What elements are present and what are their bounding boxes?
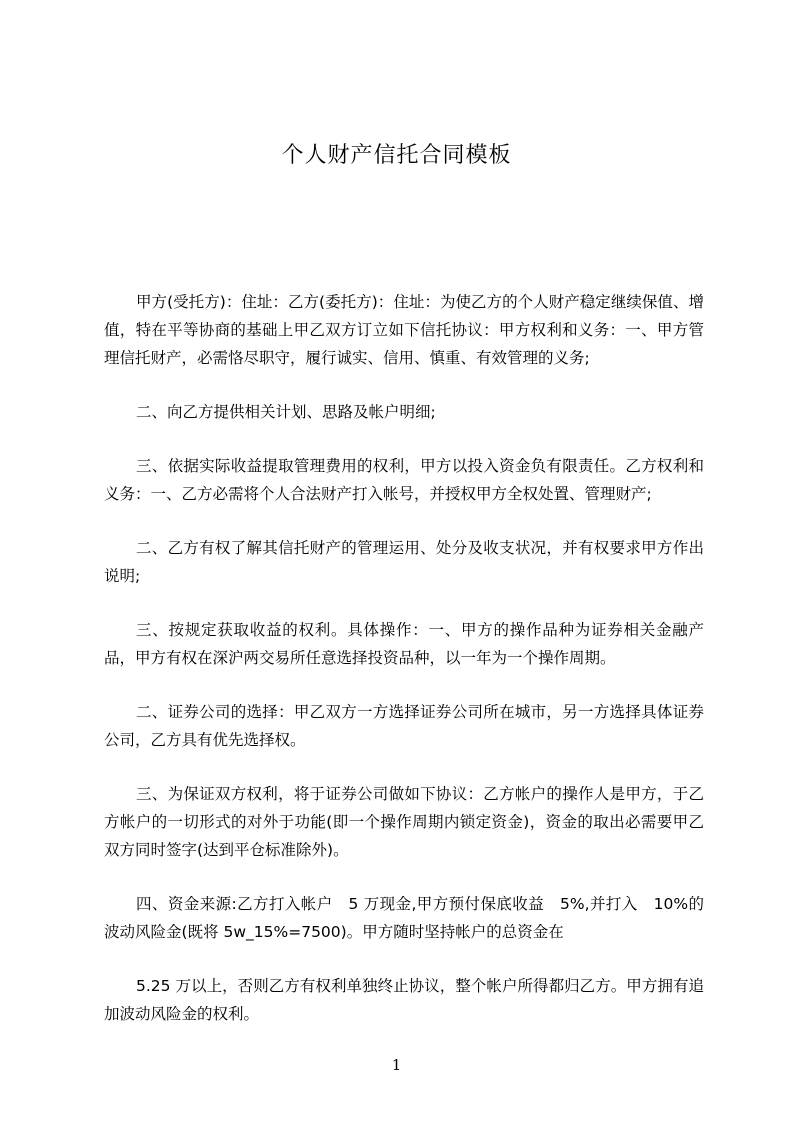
paragraph-fund-source: 四、资金来源:乙方打入帐户 5 万现金,甲方预付保底收益 5%,并打入 10%的波动风险金(既将 5w_15%=7500)。甲方随时坚持帐户的总资金在: [104, 895, 704, 941]
paragraph-party-b-right-2: 二、乙方有权了解其信托财产的管理运用、处分及收支状况，并有权要求甲方作出说明;: [104, 539, 704, 585]
paragraph-party-a-duty-3: 三、依据实际收益提取管理费用的权利，甲方以投入资金负有限责任。乙方权利和义务：一、乙方必需将个人合法财产打入帐号，并授权甲方全权处置、管理财产;: [104, 457, 704, 503]
paragraph-parties: 甲方(受托方)：住址：乙方(委托方)：住址：为使乙方的个人财产稳定继续保值、增值，特在平等协商的基础上甲乙双方订立如下信托协议：甲方权利和义务：一、甲方管理信托财产，必需恪尽职守，履行诚实、信用、慎重、有效管理的义务;: [104, 293, 704, 367]
document-title: 个人财产信托合同模板: [281, 143, 512, 168]
page-number: 1: [391, 1056, 402, 1074]
paragraph-party-b-right-3: 三、按规定获取收益的权利。具体操作：一、甲方的操作品种为证券相关金融产品，甲方有权在深沪两交易所任意选择投资品种，以一年为一个操作周期。: [104, 621, 704, 667]
paragraph-account-agreement: 三、为保证双方权利，将于证券公司做如下协议：乙方帐户的操作人是甲方，于乙方帐户的一切形式的对外于功能(即一个操作周期内锁定资金)，资金的取出必需要甲乙双方同时签字(达到平仓标准除外)。: [104, 785, 704, 859]
paragraph-termination: 5.25 万以上，否则乙方有权利单独终止协议，整个帐户所得都归乙方。甲方拥有追加波动风险金的权利。: [104, 977, 704, 1023]
paragraph-broker-selection: 二、证券公司的选择：甲乙双方一方选择证券公司所在城市，另一方选择具体证券公司，乙方具有优先选择权。: [104, 703, 704, 749]
document-body: [104, 288, 704, 1054]
paragraph-party-a-duty-2: 二、向乙方提供相关计划、思路及帐户明细;: [136, 403, 436, 421]
